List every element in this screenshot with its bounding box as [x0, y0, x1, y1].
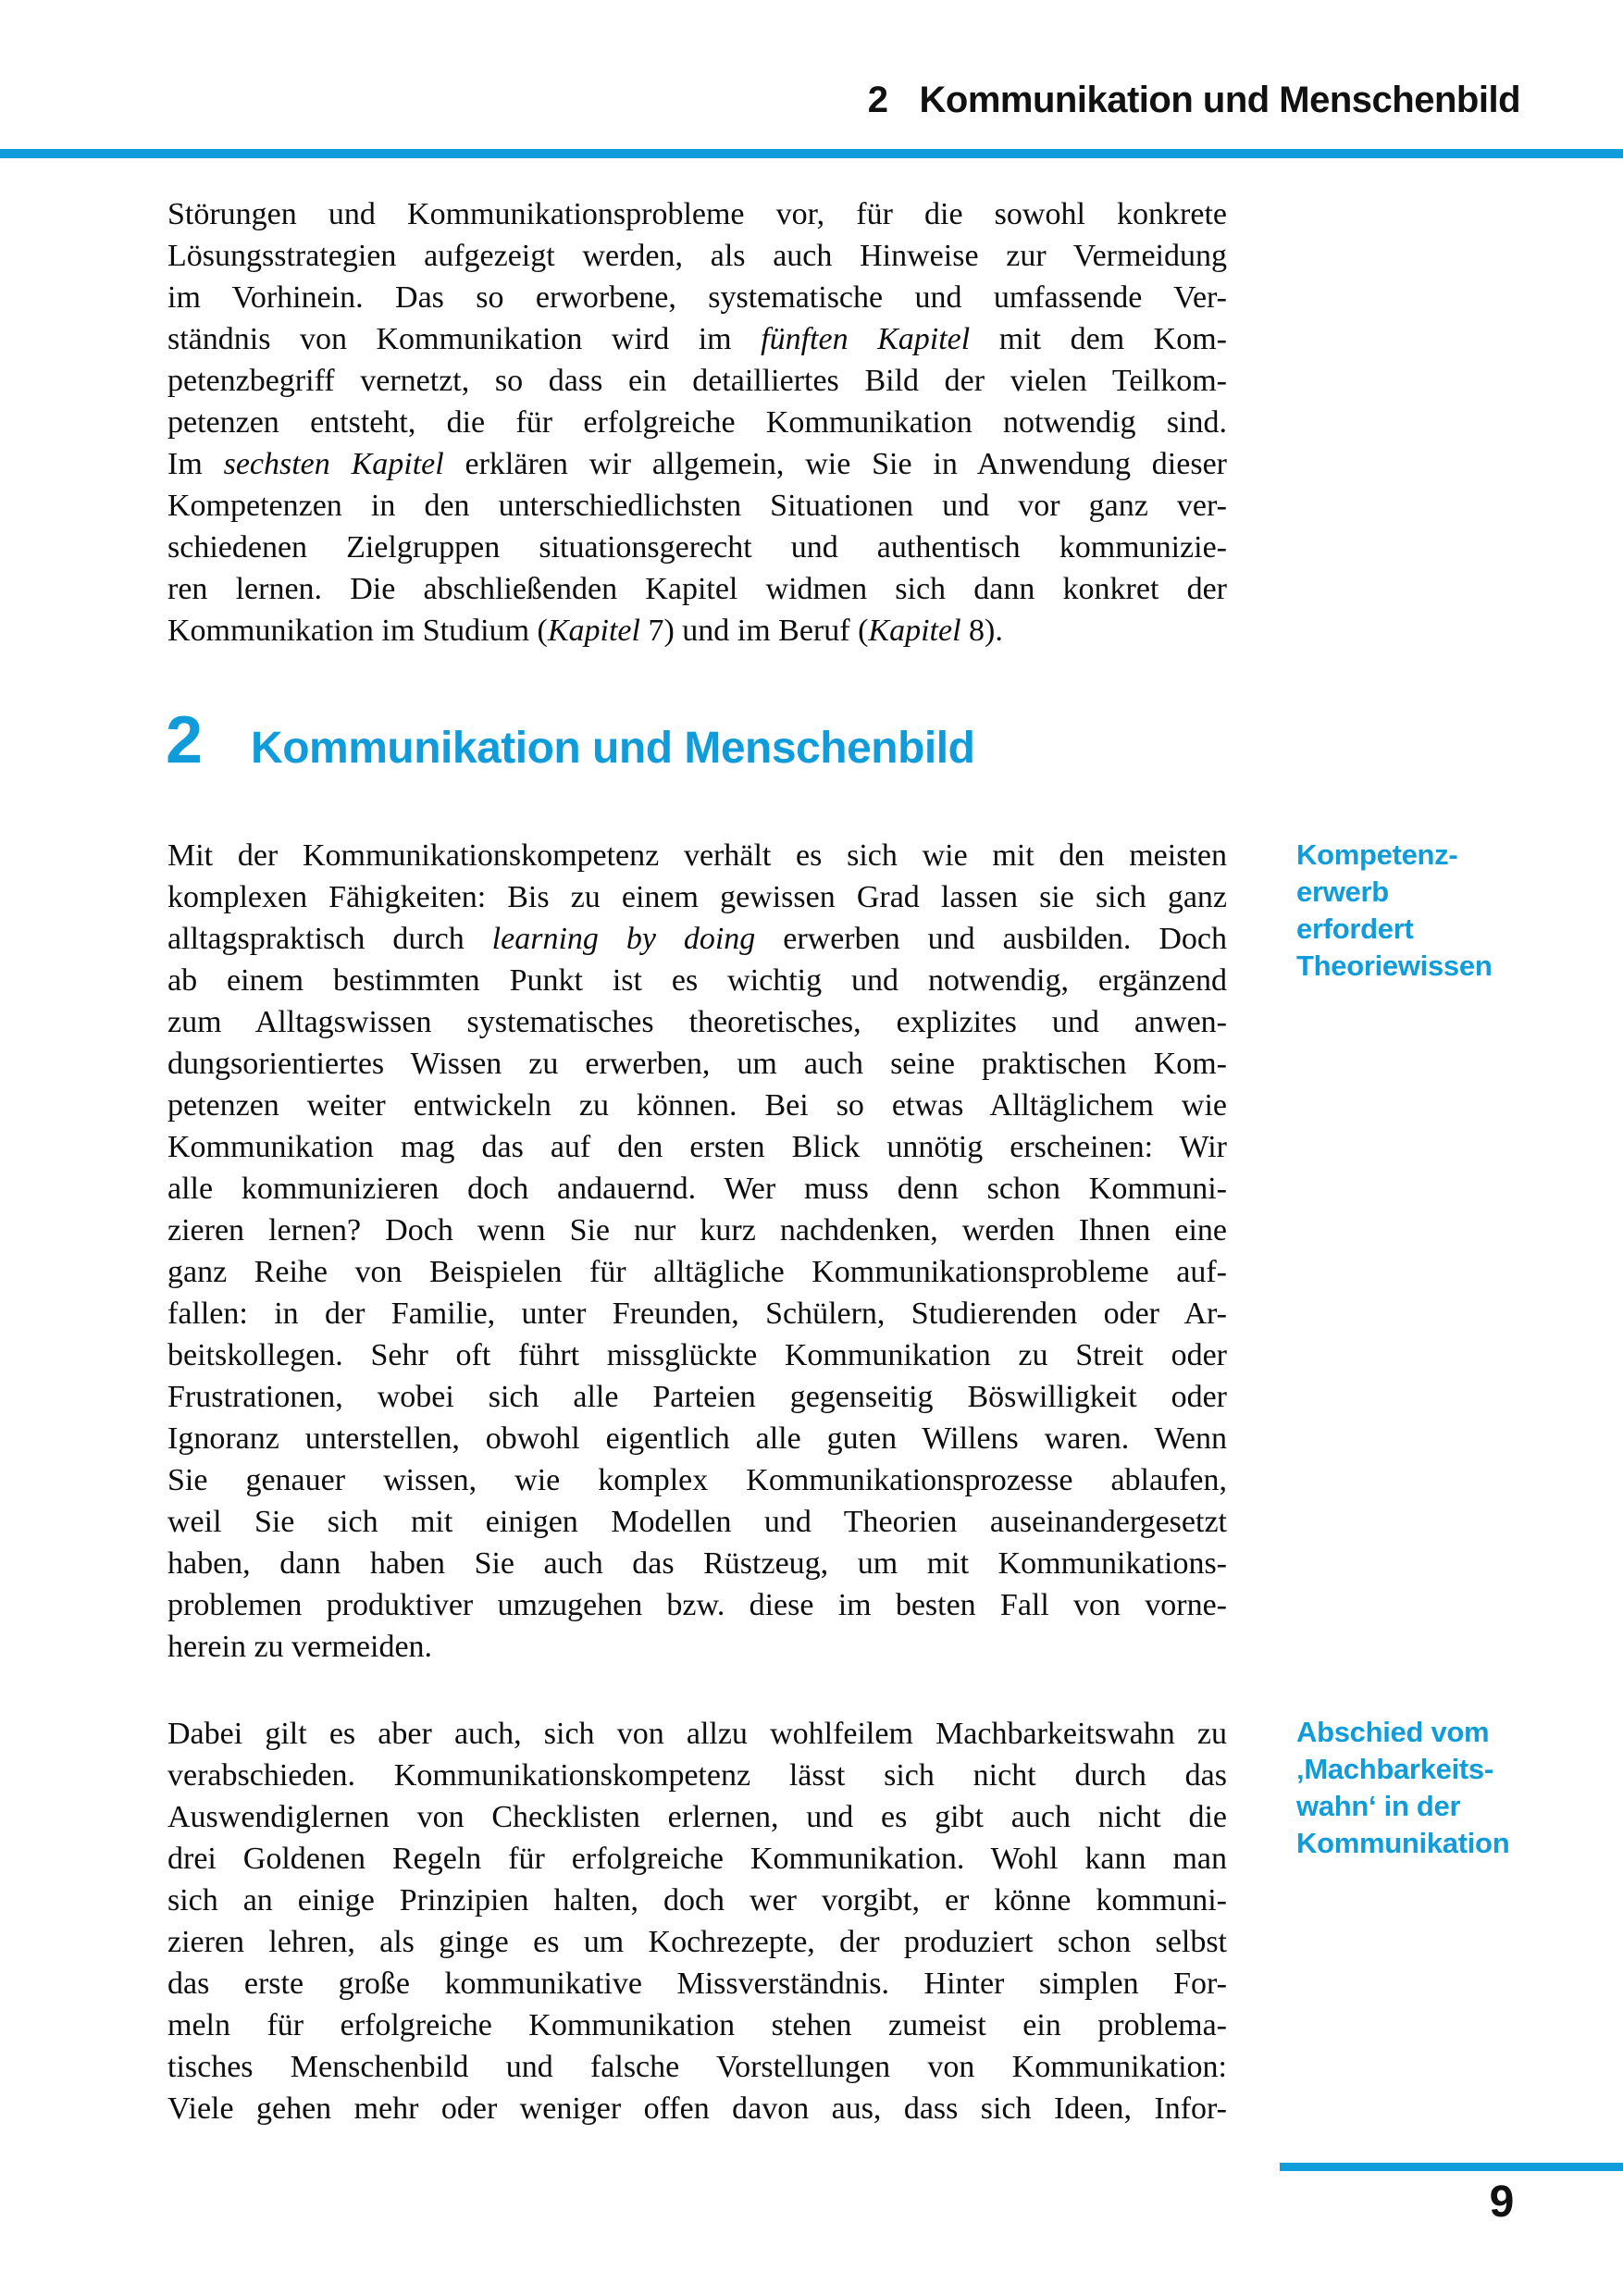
margin-note-kompetenzerwerb	[1296, 837, 1555, 985]
running-header-chapter-title: Kommunikation und Menschenbild	[919, 80, 1520, 120]
text-line: zieren lernen? Doch wenn Sie nur kurz nachdenken, werden Ihnen eine	[167, 1213, 1227, 1247]
text-line: Ignoranz unterstellen, obwohl eigentlich alle guten Willens waren. Wenn	[167, 1421, 1227, 1456]
bottom-divider-rule	[1280, 2163, 1623, 2171]
text-line: Kommunikation mag das auf den ersten Blick unnötig erscheinen: Wir	[167, 1130, 1227, 1164]
text-line: herein zu vermeiden.	[167, 1630, 433, 1664]
text-line: ständnis von Kommunikation wird im fünften Kapitel mit dem Kom-	[167, 322, 1227, 356]
text-line: petenzen entsteht, die für erfolgreiche Kommunikation notwendig sind.	[167, 405, 1227, 440]
text-line: alle kommunizieren doch andauernd. Wer muss denn schon Kommuni-	[167, 1172, 1227, 1206]
text-line: Im sechsten Kapitel erklären wir allgemein, wie Sie in Anwendung dieser	[167, 447, 1227, 481]
paragraph-machbarkeitswahn	[167, 1713, 1227, 2129]
paragraph-intro-chapters	[167, 193, 1227, 652]
text-line: weil Sie sich mit einigen Modellen und Theorien auseinandergesetzt	[167, 1505, 1227, 1539]
text-line: komplexen Fähigkeiten: Bis zu einem gewissen Grad lassen sie sich ganz	[167, 880, 1227, 914]
text-line: sich an einige Prinzipien halten, doch wer vorgibt, er könne kommuni-	[167, 1883, 1227, 1917]
text-line: zieren lehren, als ginge es um Kochrezepte, der produziert schon selbst	[167, 1925, 1227, 1959]
text-line: fallen: in der Familie, unter Freunden, Schülern, Studierenden oder Ar-	[167, 1297, 1227, 1331]
text-line: erfordert	[1296, 912, 1414, 945]
paragraph-kompetenzerwerb	[167, 835, 1227, 1668]
text-line: dungsorientiertes Wissen zu erwerben, um auch seine praktischen Kom-	[167, 1047, 1227, 1081]
text-line: Sie genauer wissen, wie komplex Kommunikationsprozesse ablaufen,	[167, 1463, 1227, 1497]
text-line: Kommunikation im Studium (Kapitel 7) und im Beruf (Kapitel 8).	[167, 614, 1003, 648]
text-line: Auswendiglernen von Checklisten erlernen, und es gibt auch nicht die	[167, 1800, 1227, 1834]
text-line: das erste große kommunikative Missverständnis. Hinter simplen For-	[167, 1967, 1227, 2001]
text-line: meln für erfolgreiche Kommunikation stehen zumeist ein problema-	[167, 2008, 1227, 2042]
text-line: im Vorhinein. Das so erworbene, systematische und umfassende Ver-	[167, 280, 1227, 315]
text-line: schiedenen Zielgruppen situationsgerecht und authentisch kommunizie-	[167, 530, 1227, 565]
margin-note-machbarkeitswahn	[1296, 1714, 1555, 1862]
text-line: wahn‘ in der	[1296, 1790, 1461, 1822]
text-line: problemen produktiver umzugehen bzw. diese im besten Fall von vorne-	[167, 1588, 1227, 1622]
text-line: Kommunikation	[1296, 1827, 1510, 1859]
text-line: ren lernen. Die abschließenden Kapitel widmen sich dann konkret der	[167, 572, 1227, 606]
top-divider-rule	[0, 149, 1623, 158]
text-line: Abschied vom	[1296, 1716, 1490, 1748]
text-line: alltagspraktisch durch learning by doing erwerben und ausbilden. Doch	[167, 922, 1227, 956]
text-line: ganz Reihe von Beispielen für alltägliche Kommunikationsprobleme auf-	[167, 1255, 1227, 1289]
text-line: haben, dann haben Sie auch das Rüstzeug, um mit Kommunikations-	[167, 1546, 1227, 1581]
text-line: drei Goldenen Regeln für erfolgreiche Kommunikation. Wohl kann man	[167, 1842, 1227, 1876]
text-line: Dabei gilt es aber auch, sich von allzu wohlfeilem Machbarkeitswahn zu	[167, 1717, 1227, 1751]
text-line: zum Alltagswissen systematisches theoretisches, explizites und anwen-	[167, 1005, 1227, 1039]
text-line: Lösungsstrategien aufgezeigt werden, als auch Hinweise zur Vermeidung	[167, 239, 1227, 273]
text-line: beitskollegen. Sehr oft führt missglückte Kommunikation zu Streit oder	[167, 1338, 1227, 1372]
text-line: verabschieden. Kommunikationskompetenz lässt sich nicht durch das	[167, 1758, 1227, 1793]
section-heading-number: 2	[166, 703, 204, 777]
text-line: tisches Menschenbild und falsche Vorstellungen von Kommunikation:	[167, 2050, 1227, 2084]
text-line: petenzen weiter entwickeln zu können. Bei so etwas Alltäglichem wie	[167, 1088, 1227, 1123]
section-heading	[166, 703, 975, 777]
text-line: Mit der Kommunikationskompetenz verhält es sich wie mit den meisten	[167, 838, 1227, 873]
text-line: Theoriewissen	[1296, 949, 1493, 982]
page-number: 9	[1489, 2178, 1515, 2227]
text-line: Störungen und Kommunikationsprobleme vor, für die sowohl konkrete	[167, 197, 1227, 231]
text-line: Kompetenzen in den unterschiedlichsten Situationen und vor ganz ver-	[167, 489, 1227, 523]
text-line: erwerb	[1296, 875, 1389, 908]
text-line: Frustrationen, wobei sich alle Parteien gegenseitig Böswilligkeit oder	[167, 1380, 1227, 1414]
text-line: ab einem bestimmten Punkt ist es wichtig und notwendig, ergänzend	[167, 963, 1227, 998]
text-line: petenzbegriff vernetzt, so dass ein detailliertes Bild der vielen Teilkom-	[167, 364, 1227, 398]
text-line: Kompetenz-	[1296, 838, 1458, 871]
running-header	[868, 80, 1520, 121]
section-heading-title: Kommunikation und Menschenbild	[251, 724, 975, 773]
running-header-chapter-number: 2	[867, 80, 888, 120]
text-line: ‚Machbarkeits-	[1296, 1753, 1493, 1785]
text-line: Viele gehen mehr oder weniger offen davon aus, dass sich Ideen, Infor-	[167, 2091, 1227, 2126]
